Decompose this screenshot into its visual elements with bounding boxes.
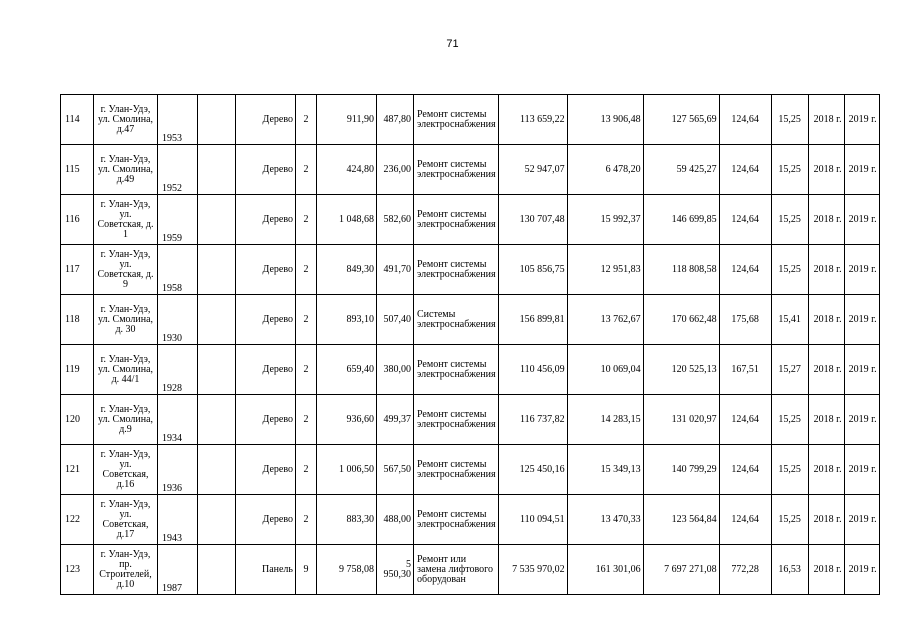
- row-address: г. Улан-Удэ, ул. Смолина, д.47: [94, 95, 158, 145]
- row-cost-total: 123 564,84: [643, 495, 719, 545]
- table-row: [61, 245, 880, 295]
- row-percent: 16,53: [771, 545, 808, 595]
- row-floors: 2: [296, 395, 317, 445]
- repair-schedule-table: [60, 94, 880, 595]
- row-total-area: 849,30: [317, 245, 377, 295]
- row-floors: 2: [296, 195, 317, 245]
- row-total-area: 936,60: [317, 395, 377, 445]
- row-work-type: Ремонт системы электроснабжения: [414, 245, 499, 295]
- table-row: [61, 195, 880, 245]
- row-cost-design: 161 301,06: [567, 545, 643, 595]
- row-year-start: 2018 г.: [808, 95, 844, 145]
- row-unit-rate: 167,51: [719, 345, 771, 395]
- row-wall-material: Дерево: [236, 245, 296, 295]
- row-cost-works: 7 535 970,02: [498, 545, 567, 595]
- row-number: 116: [61, 195, 94, 245]
- row-unit-rate: 124,64: [719, 395, 771, 445]
- row-cost-design: 15 992,37: [567, 195, 643, 245]
- row-cost-total: 170 662,48: [643, 295, 719, 345]
- row-year-built: 1958: [158, 245, 198, 295]
- row-cost-total: 140 799,29: [643, 445, 719, 495]
- row-total-area: 1 048,68: [317, 195, 377, 245]
- row-number: 120: [61, 395, 94, 445]
- row-empty-cell: [198, 345, 236, 395]
- row-wall-material: Дерево: [236, 345, 296, 395]
- row-percent: 15,25: [771, 395, 808, 445]
- row-unit-rate: 772,28: [719, 545, 771, 595]
- row-total-area: 424,80: [317, 145, 377, 195]
- row-year-built: 1943: [158, 495, 198, 545]
- row-percent: 15,25: [771, 145, 808, 195]
- row-total-area: 911,90: [317, 95, 377, 145]
- table-row: [61, 145, 880, 195]
- row-year-built: 1934: [158, 395, 198, 445]
- row-floors: 2: [296, 345, 317, 395]
- row-total-area: 1 006,50: [317, 445, 377, 495]
- row-number: 121: [61, 445, 94, 495]
- table-row: [61, 395, 880, 445]
- row-address: г. Улан-Удэ, ул. Смолина, д.9: [94, 395, 158, 445]
- row-number: 119: [61, 345, 94, 395]
- row-cost-works: 110 094,51: [498, 495, 567, 545]
- row-address: г. Улан-Удэ, ул. Смолина, д. 30: [94, 295, 158, 345]
- row-cost-total: 7 697 271,08: [643, 545, 719, 595]
- row-work-type: Системы электроснабжения: [414, 295, 499, 345]
- table-row: [61, 95, 880, 145]
- row-total-area: 883,30: [317, 495, 377, 545]
- row-floors: 2: [296, 145, 317, 195]
- page-number: 71: [446, 38, 459, 50]
- row-floors: 2: [296, 445, 317, 495]
- row-number: 118: [61, 295, 94, 345]
- row-year-built: 1953: [158, 95, 198, 145]
- row-cost-total: 118 808,58: [643, 245, 719, 295]
- row-cost-works: 116 737,82: [498, 395, 567, 445]
- row-year-end: 2019 г.: [844, 495, 879, 545]
- row-cost-design: 13 762,67: [567, 295, 643, 345]
- row-year-end: 2019 г.: [844, 195, 879, 245]
- row-living-area: 582,60: [377, 195, 414, 245]
- row-year-built: 1930: [158, 295, 198, 345]
- row-wall-material: Дерево: [236, 95, 296, 145]
- row-year-end: 2019 г.: [844, 145, 879, 195]
- row-cost-design: 10 069,04: [567, 345, 643, 395]
- row-unit-rate: 124,64: [719, 145, 771, 195]
- row-wall-material: Дерево: [236, 195, 296, 245]
- row-cost-total: 120 525,13: [643, 345, 719, 395]
- row-work-type: Ремонт системы электроснабжения: [414, 395, 499, 445]
- row-cost-works: 105 856,75: [498, 245, 567, 295]
- row-percent: 15,25: [771, 495, 808, 545]
- table-row: [61, 545, 880, 595]
- row-year-end: 2019 г.: [844, 445, 879, 495]
- row-address: г. Улан-Удэ, ул. Советская, д. 9: [94, 245, 158, 295]
- row-cost-total: 146 699,85: [643, 195, 719, 245]
- table-row: [61, 445, 880, 495]
- row-year-built: 1952: [158, 145, 198, 195]
- row-cost-works: 156 899,81: [498, 295, 567, 345]
- row-unit-rate: 124,64: [719, 245, 771, 295]
- row-number: 122: [61, 495, 94, 545]
- row-empty-cell: [198, 145, 236, 195]
- row-empty-cell: [198, 245, 236, 295]
- row-work-type: Ремонт системы электроснабжения: [414, 195, 499, 245]
- row-year-end: 2019 г.: [844, 345, 879, 395]
- row-floors: 2: [296, 95, 317, 145]
- row-floors: 9: [296, 545, 317, 595]
- table-row: [61, 345, 880, 395]
- row-percent: 15,25: [771, 245, 808, 295]
- row-year-end: 2019 г.: [844, 545, 879, 595]
- row-work-type: Ремонт системы электроснабжения: [414, 345, 499, 395]
- row-cost-works: 52 947,07: [498, 145, 567, 195]
- row-work-type: Ремонт системы электроснабжения: [414, 95, 499, 145]
- row-cost-design: 13 906,48: [567, 95, 643, 145]
- row-living-area: 567,50: [377, 445, 414, 495]
- row-living-area: 499,37: [377, 395, 414, 445]
- row-work-type: Ремонт системы электроснабжения: [414, 445, 499, 495]
- row-cost-total: 59 425,27: [643, 145, 719, 195]
- table-row: [61, 495, 880, 545]
- row-empty-cell: [198, 545, 236, 595]
- row-empty-cell: [198, 395, 236, 445]
- row-unit-rate: 124,64: [719, 195, 771, 245]
- row-empty-cell: [198, 495, 236, 545]
- row-living-area: 236,00: [377, 145, 414, 195]
- row-year-end: 2019 г.: [844, 245, 879, 295]
- row-total-area: 9 758,08: [317, 545, 377, 595]
- row-percent: 15,25: [771, 195, 808, 245]
- row-cost-design: 6 478,20: [567, 145, 643, 195]
- row-living-area: 487,80: [377, 95, 414, 145]
- row-empty-cell: [198, 195, 236, 245]
- row-cost-design: 13 470,33: [567, 495, 643, 545]
- row-year-end: 2019 г.: [844, 95, 879, 145]
- row-wall-material: Дерево: [236, 495, 296, 545]
- row-living-area: 488,00: [377, 495, 414, 545]
- row-year-built: 1936: [158, 445, 198, 495]
- row-living-area: 491,70: [377, 245, 414, 295]
- row-cost-design: 14 283,15: [567, 395, 643, 445]
- row-wall-material: Панель: [236, 545, 296, 595]
- table-row: [61, 295, 880, 345]
- row-address: г. Улан-Удэ, ул. Советская, д.16: [94, 445, 158, 495]
- row-address: г. Улан-Удэ, ул. Смолина, д. 44/1: [94, 345, 158, 395]
- row-year-start: 2018 г.: [808, 395, 844, 445]
- row-year-start: 2018 г.: [808, 295, 844, 345]
- row-total-area: 659,40: [317, 345, 377, 395]
- row-year-start: 2018 г.: [808, 495, 844, 545]
- row-living-area: 380,00: [377, 345, 414, 395]
- row-cost-design: 15 349,13: [567, 445, 643, 495]
- row-total-area: 893,10: [317, 295, 377, 345]
- row-work-type: Ремонт системы электроснабжения: [414, 145, 499, 195]
- row-wall-material: Дерево: [236, 395, 296, 445]
- row-percent: 15,25: [771, 95, 808, 145]
- row-year-start: 2018 г.: [808, 145, 844, 195]
- row-cost-total: 131 020,97: [643, 395, 719, 445]
- row-number: 117: [61, 245, 94, 295]
- row-empty-cell: [198, 295, 236, 345]
- row-cost-works: 130 707,48: [498, 195, 567, 245]
- row-work-type: Ремонт системы электроснабжения: [414, 495, 499, 545]
- row-number: 123: [61, 545, 94, 595]
- row-unit-rate: 175,68: [719, 295, 771, 345]
- row-year-start: 2018 г.: [808, 445, 844, 495]
- row-living-area: 507,40: [377, 295, 414, 345]
- row-empty-cell: [198, 95, 236, 145]
- row-percent: 15,27: [771, 345, 808, 395]
- row-cost-design: 12 951,83: [567, 245, 643, 295]
- row-year-end: 2019 г.: [844, 395, 879, 445]
- row-year-start: 2018 г.: [808, 245, 844, 295]
- row-address: г. Улан-Удэ, ул. Советская, д.17: [94, 495, 158, 545]
- row-wall-material: Дерево: [236, 445, 296, 495]
- row-year-start: 2018 г.: [808, 345, 844, 395]
- row-year-start: 2018 г.: [808, 195, 844, 245]
- row-year-built: 1987: [158, 545, 198, 595]
- row-address: г. Улан-Удэ, пр. Строителей, д.10: [94, 545, 158, 595]
- row-percent: 15,25: [771, 445, 808, 495]
- row-unit-rate: 124,64: [719, 445, 771, 495]
- row-number: 115: [61, 145, 94, 195]
- row-unit-rate: 124,64: [719, 495, 771, 545]
- row-floors: 2: [296, 495, 317, 545]
- row-floors: 2: [296, 295, 317, 345]
- row-wall-material: Дерево: [236, 295, 296, 345]
- row-cost-total: 127 565,69: [643, 95, 719, 145]
- row-empty-cell: [198, 445, 236, 495]
- row-year-built: 1928: [158, 345, 198, 395]
- row-wall-material: Дерево: [236, 145, 296, 195]
- row-floors: 2: [296, 245, 317, 295]
- row-cost-works: 125 450,16: [498, 445, 567, 495]
- row-percent: 15,41: [771, 295, 808, 345]
- row-number: 114: [61, 95, 94, 145]
- row-cost-works: 113 659,22: [498, 95, 567, 145]
- row-unit-rate: 124,64: [719, 95, 771, 145]
- row-year-start: 2018 г.: [808, 545, 844, 595]
- row-year-end: 2019 г.: [844, 295, 879, 345]
- row-work-type: Ремонт или замена лифтового оборудован: [414, 545, 499, 595]
- row-cost-works: 110 456,09: [498, 345, 567, 395]
- row-year-built: 1959: [158, 195, 198, 245]
- row-living-area: 5 950,30: [377, 545, 414, 595]
- row-address: г. Улан-Удэ, ул. Советская, д. 1: [94, 195, 158, 245]
- row-address: г. Улан-Удэ, ул. Смолина, д.49: [94, 145, 158, 195]
